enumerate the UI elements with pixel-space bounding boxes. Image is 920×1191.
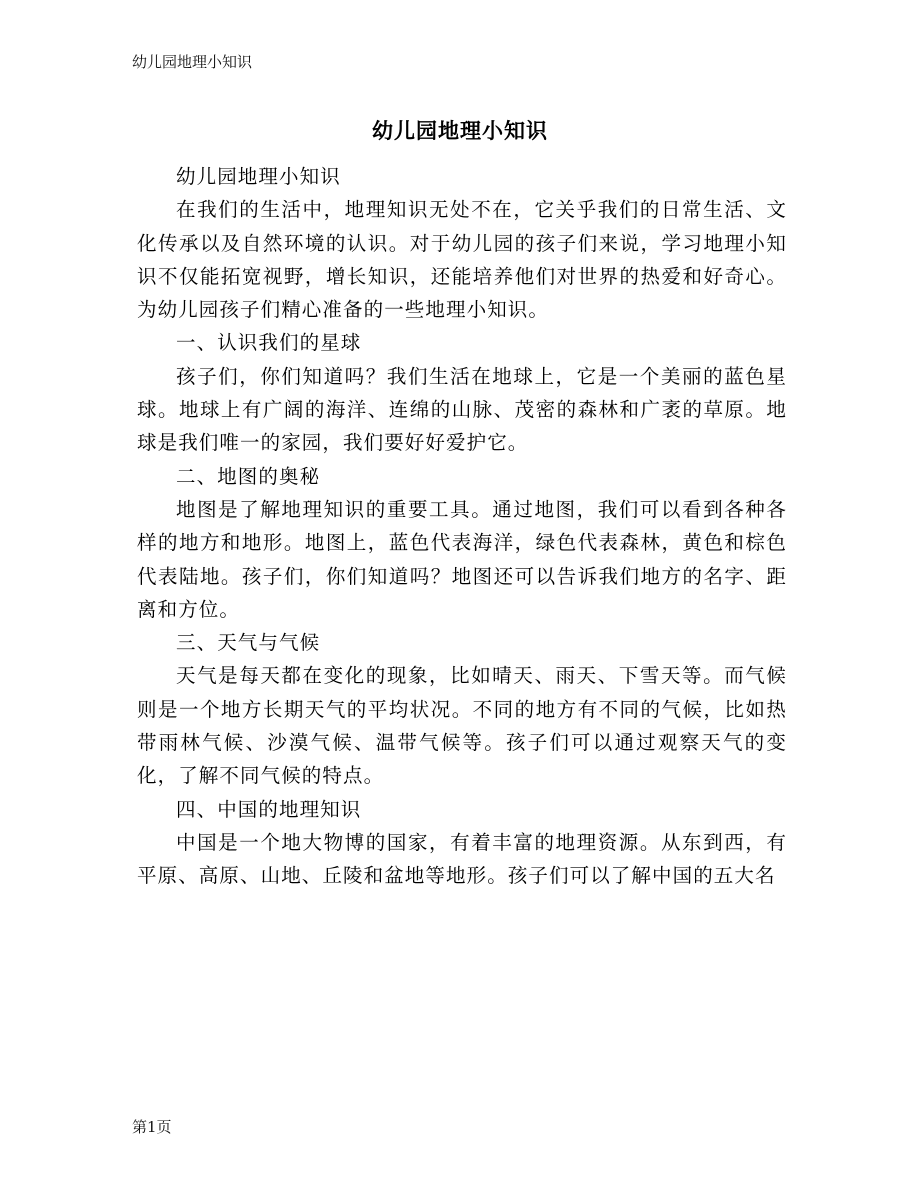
section-heading-map: 二、地图的奥秘 [176, 464, 321, 488]
intro-paragraph: 在我们的生活中，地理知识无处不在，它关乎我们的日常生活、文化传承以及自然环境的认识。对于幼儿园的孩子们来说，学习地理小知识不仅能拓宽视野，增长知识，还能培养他们对世界的热爱和好奇心。为幼儿园孩子们精心准备的一些地理小知识。 [137, 198, 787, 322]
section-heading-weather: 三、天气与气候 [176, 631, 321, 655]
section-heading-planet: 一、认识我们的星球 [176, 331, 362, 355]
section-body-map: 地图是了解地理知识的重要工具。通过地图，我们可以看到各种各样的地方和地形。地图上，蓝色代表海洋，绿色代表森林，黄色和棕色代表陆地。孩子们，你们知道吗？地图还可以告诉我们地方的名字、距离和方位。 [137, 497, 787, 621]
page-number: 第1页 [132, 1118, 172, 1136]
subtitle-paragraph: 幼儿园地理小知识 [176, 165, 341, 188]
section-body-weather: 天气是每天都在变化的现象，比如晴天、雨天、下雪天等。而气候则是一个地方长期天气的平均状况。不同的地方有不同的气候，比如热带雨林气候、沙漠气候、温带气候等。孩子们可以通过观察天气的变化，了解不同气候的特点。 [137, 664, 787, 788]
section-body-planet: 孩子们，你们知道吗？我们生活在地球上，它是一个美丽的蓝色星球。地球上有广阔的海洋、连绵的山脉、茂密的森林和广袤的草原。地球是我们唯一的家园，我们要好好爱护它。 [137, 364, 787, 455]
document-body [137, 160, 787, 893]
running-header: 幼儿园地理小知识 [132, 53, 253, 71]
section-body-china: 中国是一个地大物博的国家，有着丰富的地理资源。从东到西，有平原、高原、山地、丘陵和盆地等地形。孩子们可以了解中国的五大名 [137, 830, 787, 888]
document-title: 幼儿园地理小知识 [372, 118, 548, 143]
section-heading-china: 四、中国的地理知识 [176, 797, 362, 821]
